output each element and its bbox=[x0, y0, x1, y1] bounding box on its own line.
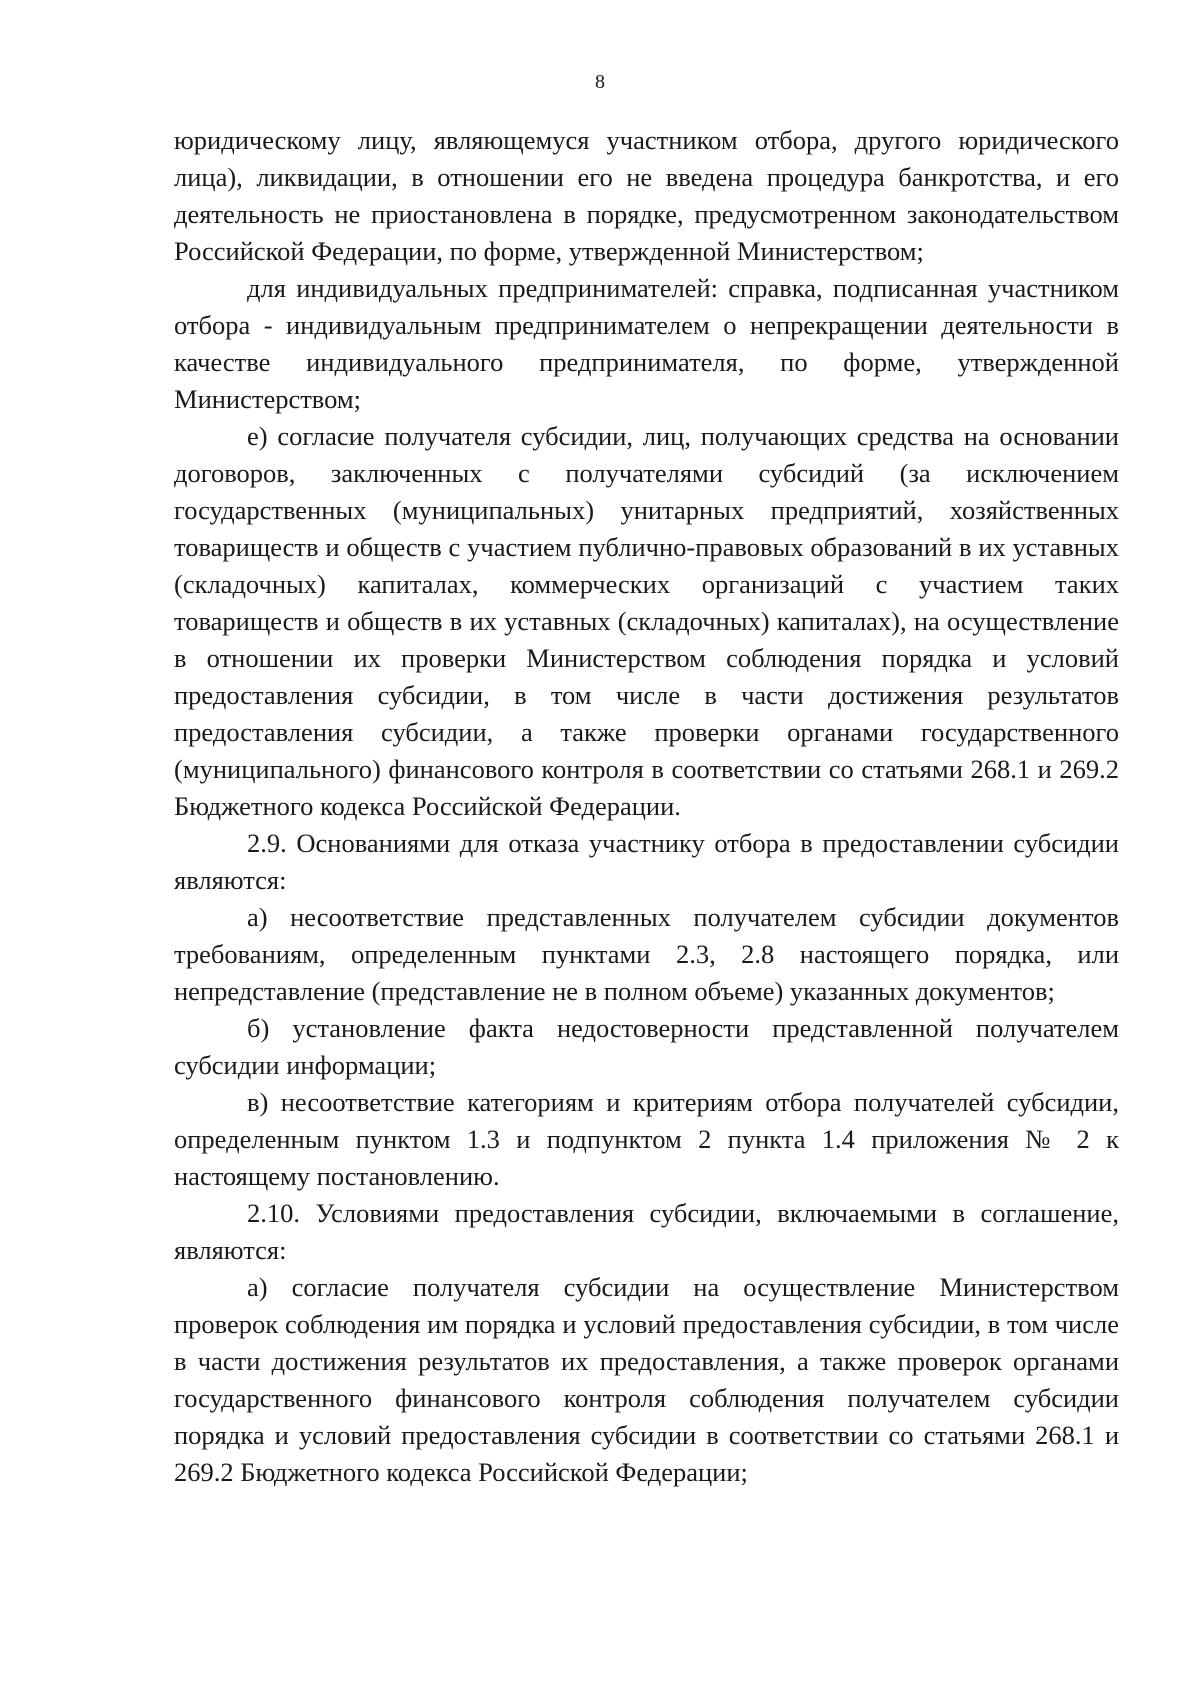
paragraph-section-2-9: 2.9. Основаниями для отказа участнику отбора в предоставлении субсидии являются: bbox=[174, 828, 1119, 895]
paragraph-item-v-refusal: в) несоответствие категориям и критериям отбора получателей субсидии, определенным пунктом 1.3 и подпунктом 2 пункта 1.4 приложения № 2 к настоящему постановлению. bbox=[174, 1087, 1119, 1191]
paragraph-continuation: юридическому лицу, являющемуся участником отбора, другого юридического лица), ликвидации, в отношении его не введена процедура банкротства, и его деятельность не приостановлена в порядке, предусмотренном законодательством Российской Федерации, по форме, утвержденной Министерством; bbox=[174, 125, 1119, 266]
document-body bbox=[174, 122, 1119, 1491]
paragraph-individual-entrepreneurs: для индивидуальных предпринимателей: справка, подписанная участником отбора - индивидуальным предпринимателем о непрекращении деятельности в качестве индивидуального предпринимателя, по форме, утвержденной Министерством; bbox=[174, 273, 1119, 414]
paragraph-item-a-conditions: а) согласие получателя субсидии на осуществление Министерством проверок соблюдения им порядка и условий предоставления субсидии, в том числе в части достижения результатов их предоставления, а также проверок органами государственного финансового контроля соблюдения получателем субсидии порядка и условий предоставления субсидии в соответствии со статьями 268.1 и 269.2 Бюджетного кодекса Российской Федерации; bbox=[174, 1272, 1119, 1487]
paragraph-item-b-refusal: б) установление факта недостоверности представленной получателем субсидии информации; bbox=[174, 1013, 1119, 1080]
paragraph-section-2-10: 2.10. Условиями предоставления субсидии, включаемыми в соглашение, являются: bbox=[174, 1198, 1119, 1265]
paragraph-item-a-refusal: а) несоответствие представленных получателем субсидии документов требованиям, определенным пунктами 2.3, 2.8 настоящего порядка, или непредставление (представление не в полном объеме) указанных документов; bbox=[174, 902, 1119, 1006]
page-number: 8 bbox=[595, 71, 605, 93]
paragraph-item-e: е) согласие получателя субсидии, лиц, получающих средства на основании договоров, заключенных с получателями субсидий (за исключением государственных (муниципальных) унитарных предприятий, хозяйственных товариществ и обществ с участием публично-правовых образований в их уставных (складочных) капиталах, коммерческих организаций с участием таких товариществ и обществ в их уставных (складочных) капиталах), на осуществление в отношении их проверки Министерством соблюдения порядка и условий предоставления субсидии, в том числе в части достижения результатов предоставления субсидии, а также проверки органами государственного (муниципального) финансового контроля в соответствии со статьями 268.1 и 269.2 Бюджетного кодекса Российской Федерации. bbox=[174, 421, 1119, 821]
